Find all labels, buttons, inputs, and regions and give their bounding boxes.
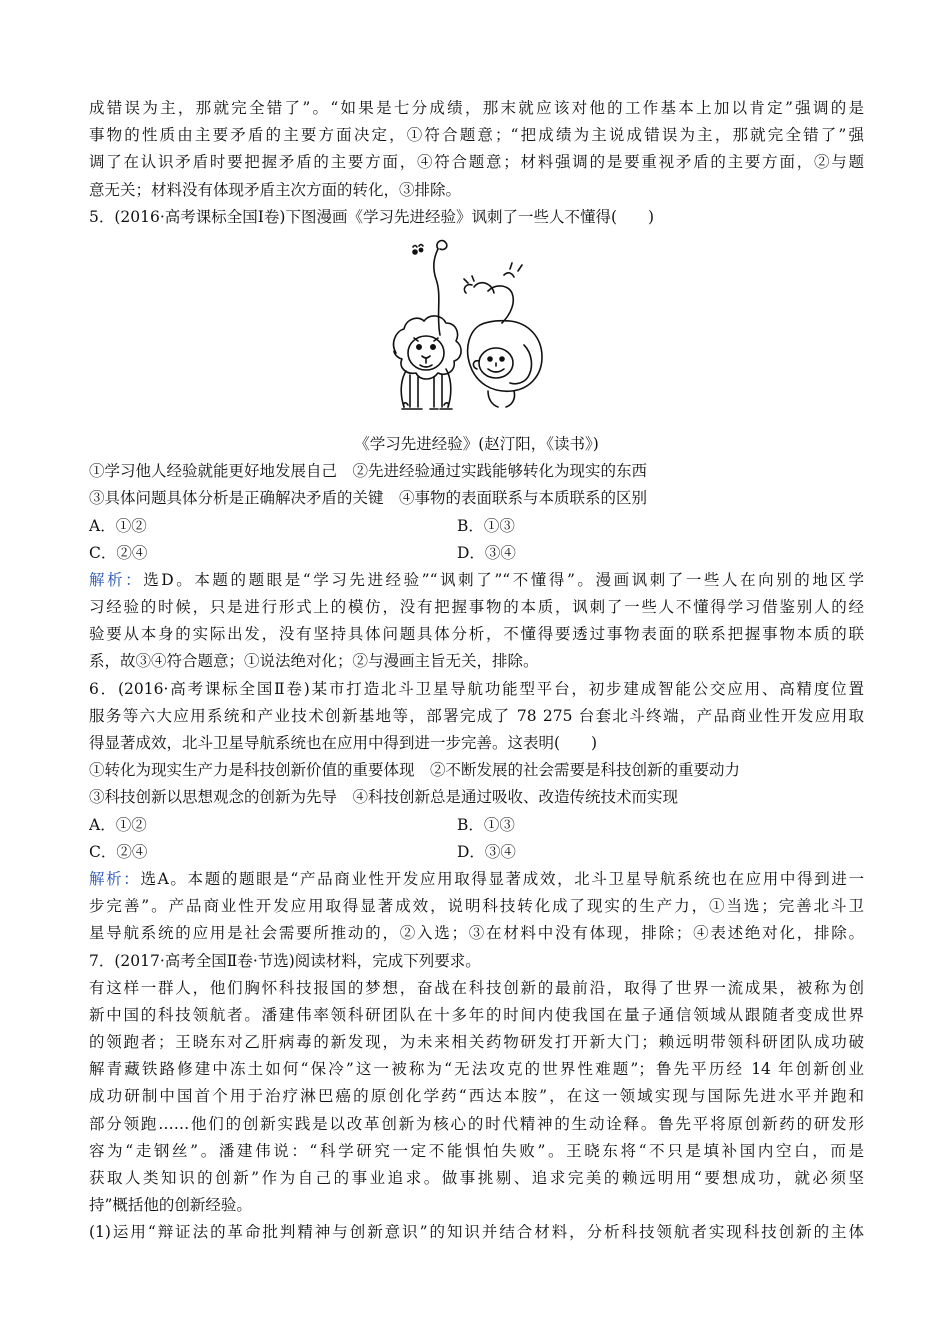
q7-material-line: 有这样一群人，他们胸怀科技报国的梦想，奋战在科技创新的最前沿，取得了世界一流成果，被称为创 <box>89 978 864 997</box>
q6-analysis-line <box>89 866 864 893</box>
q5-analysis-line: 习经验的时候，只是进行形式上的模仿，没有把握事物的本质，讽刺了一些人不懂得学习借鉴别人的经 <box>89 598 864 617</box>
intro-line: 成错误为主，那就完全错了”。“如果是七分成绩，那末就应该对他的工作基本上加以肯定”强调的是 <box>89 99 864 117</box>
q7-material-line: 解青藏铁路修建中冻土如何“保冷”这一被称为“无法攻克的世界性难题”；鲁先平历经 14 年创新创业 <box>89 1060 864 1079</box>
intro-line: 调了在认识矛盾时要把握矛盾的主要方面，④符合题意；材料强调的是要重视矛盾的主要方面，②与题 <box>89 153 864 172</box>
q6-analysis-text: 选A。本题的题眼是“产品商业性开发应用取得显著成效，北斗卫星导航系统也在应用中得到进一 <box>140 869 864 888</box>
page-content <box>89 95 864 1247</box>
q7-material-line: 的领跑者；王晓东对乙肝病毒的新发现，为未来相关药物研发打开新大门；赖远明带领科研团队成功破 <box>89 1033 864 1052</box>
q5-item: ③具体问题具体分析是正确解决矛盾的关键 ④事物的表面联系与本质联系的区别 <box>89 489 648 508</box>
q6-option-a: A．①② <box>89 815 147 834</box>
cartoon-caption: 《学习先进经验》(赵汀阳，《读书》) <box>354 434 599 453</box>
q6-analysis-line: 星导航系统的应用是社会需要所推动的，②入选；③在材料中没有体现，排除；④表述绝对化，排除。 <box>89 924 864 943</box>
q6-option-d: D．③④ <box>457 842 516 861</box>
q6-item: ③科技创新以思想观念的创新为先导 ④科技创新总是通过吸收、改造传统技术而实现 <box>89 788 679 807</box>
q5-analysis-text: 选D。本题的题眼是“学习先进经验”“讽刺了”“不懂得”。漫画讽刺了一些人在向别的地区学 <box>143 570 864 589</box>
cartoon-figure <box>89 231 864 431</box>
q6-option-c: C．②④ <box>89 842 148 861</box>
q6-stem-line: 服务等六大应用系统和产业技术创新基地等，部署完成了 78 275 台套北斗终端，产品商业性开发应用取 <box>89 706 864 725</box>
q5-stem: 5．(2016·高考课标全国Ⅰ卷)下图漫画《学习先进经验》讽刺了一些人不懂得( ) <box>89 207 655 226</box>
q6-options-row <box>89 839 864 866</box>
q7-material-line: 获取人类知识的创新”作为自己的事业追求。做事挑剔、追求完美的赖远明用“要想成功，就必须坚 <box>89 1169 864 1187</box>
q7-material-line: 部分领跑……他们的创新实践是以改革创新为核心的时代精神的生动诠释。鲁先平将原创新药的研发形 <box>89 1114 864 1133</box>
analysis-label: 解析： <box>89 570 144 589</box>
q6-options-row <box>89 812 864 839</box>
q5-options-row <box>89 513 864 540</box>
q5-option-a: A．①② <box>89 516 147 535</box>
q6-option-b: B．①③ <box>457 815 515 834</box>
q5-options-row <box>89 540 864 567</box>
q5-option-c: C．②④ <box>89 543 148 562</box>
q6-item: ①转化为现实生产力是科技创新价值的重要体现 ②不断发展的社会需要是科技创新的重要动力 <box>89 761 741 780</box>
q5-analysis-line: 系，故③④符合题意；①说法绝对化；②与漫画主旨无关，排除。 <box>89 652 539 671</box>
q7-question-1: (1)运用“辩证法的革命批判精神与创新意识”的知识并结合材料，分析科技领航者实现科技创新的主体 <box>89 1223 864 1242</box>
q6-stem-line: 得显著成效，北斗卫星导航系统也在应用中得到进一步完善。这表明( ) <box>89 734 598 752</box>
q5-option-b: B．①③ <box>457 516 515 535</box>
q7-stem: 7．(2017·高考全国Ⅱ卷·节选)阅读材料，完成下列要求。 <box>89 951 481 970</box>
q6-stem-line: 6．(2016·高考课标全国Ⅱ卷)某市打造北斗卫星导航功能型平台，初步建成智能公交应用、高精度位置 <box>89 679 864 698</box>
q6-analysis-line: 步完善”。产品商业性开发应用取得显著成效，说明科技转化成了现实的生产力，①当选；完善北斗卫 <box>89 897 864 916</box>
intro-line: 事物的性质由主要矛盾的主要方面决定，①符合题意；“把成绩为主说成错误为主，那就完全错了”强 <box>89 126 864 145</box>
q5-analysis-line <box>89 567 864 594</box>
cartoon-lion-monkey-icon <box>384 235 554 425</box>
q7-material-line: 持”概括他的创新经验。 <box>89 1196 252 1215</box>
intro-line: 意无关；材料没有体现矛盾主次方面的转化，③排除。 <box>89 180 462 199</box>
q7-material-line: 新中国的科技领航者。潘建伟率领科研团队在十多年的时间内使我国在量子通信领域从跟随者变成世界 <box>89 1005 864 1024</box>
analysis-label: 解析： <box>89 869 141 888</box>
q7-material-line: 成功研制中国首个用于治疗淋巴癌的原创化学药“西达本胺”，在这一领域实现与国际先进水平并跑和 <box>89 1087 864 1106</box>
q5-analysis-line: 验要从本身的实际出发，没有坚持具体问题具体分析，不懂得要透过事物表面的联系把握事物本质的联 <box>89 625 864 644</box>
q7-material-line: 容为“走钢丝”。潘建伟说：“科学研究一定不能惧怕失败”。王晓东将“不只是填补国内空白，而是 <box>89 1141 864 1160</box>
q5-option-d: D．③④ <box>457 543 516 562</box>
q5-item: ①学习他人经验就能更好地发展自己 ②先进经验通过实践能够转化为现实的东西 <box>89 462 648 481</box>
